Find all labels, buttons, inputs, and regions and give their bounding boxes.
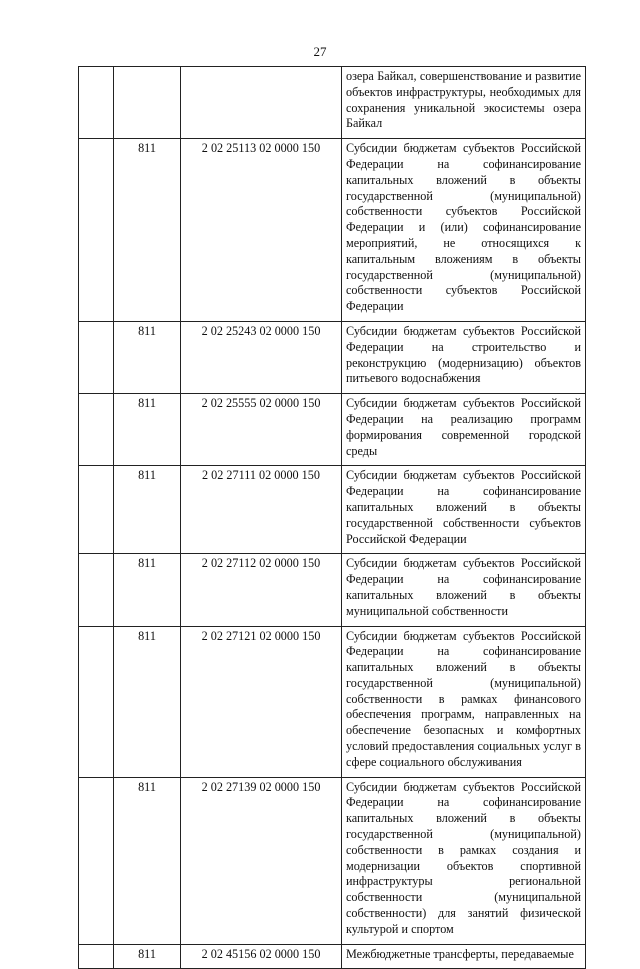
admin-code-cell: 811 [114, 944, 181, 969]
table-row [79, 466, 586, 554]
table-row [79, 139, 586, 322]
description-cell: Межбюджетные трансферты, передаваемые [342, 944, 586, 969]
empty-cell [79, 466, 114, 554]
empty-cell [79, 321, 114, 393]
revenue-code-cell: 2 02 27112 02 0000 150 [181, 554, 342, 626]
description-cell: Субсидии бюджетам субъектов Российской Федерации на софинансирование капитальных вложений в объекты муниципальной собственности [342, 554, 586, 626]
table-row [79, 626, 586, 777]
empty-cell [79, 554, 114, 626]
revenue-code-cell: 2 02 25243 02 0000 150 [181, 321, 342, 393]
budget-codes-table [78, 66, 586, 969]
revenue-code-cell: 2 02 25113 02 0000 150 [181, 139, 342, 322]
empty-cell [79, 67, 114, 139]
admin-code-cell: 811 [114, 139, 181, 322]
description-cell: Субсидии бюджетам субъектов Российской Федерации на софинансирование капитальных вложений в объекты государственной (муниципальной) собственности субъектов Российской Федерации и (или) софинансирование мероприятий, не относящихся к капитальным вложениям в объекты государственной (муниципальной) собственности субъектов Российской Федерации [342, 139, 586, 322]
description-cell: Субсидии бюджетам субъектов Российской Федерации на софинансирование капитальных вложений в объекты государственной (муниципальной) собственности в рамках создания и модернизации объектов спортивной инфраструктуры региональной собственности (муниципальной собственности) для занятий физической культурой и спортом [342, 777, 586, 944]
revenue-code-cell: 2 02 45156 02 0000 150 [181, 944, 342, 969]
admin-code-cell: 811 [114, 777, 181, 944]
revenue-code-cell: 2 02 27121 02 0000 150 [181, 626, 342, 777]
admin-code-cell: 811 [114, 626, 181, 777]
empty-cell [79, 777, 114, 944]
admin-code-cell: 811 [114, 554, 181, 626]
description-cell: Субсидии бюджетам субъектов Российской Федерации на софинансирование капитальных вложений в объекты государственной (муниципальной) собственности в рамках финансового обеспечения программ, направленных на обеспечение безопасных и комфортных условий предоставления социальных услуг в сфере социального обслуживания [342, 626, 586, 777]
admin-code-cell: 811 [114, 321, 181, 393]
description-cell: озера Байкал, совершенствование и развитие объектов инфраструктуры, необходимых для сохранения уникальной экосистемы озера Байкал [342, 67, 586, 139]
empty-cell [79, 139, 114, 322]
revenue-code-cell: 2 02 27111 02 0000 150 [181, 466, 342, 554]
empty-cell [79, 944, 114, 969]
table-row [79, 394, 586, 466]
table-row [79, 554, 586, 626]
revenue-code-cell [181, 67, 342, 139]
revenue-code-cell: 2 02 27139 02 0000 150 [181, 777, 342, 944]
description-cell: Субсидии бюджетам субъектов Российской Федерации на строительство и реконструкцию (модернизацию) объектов питьевого водоснабжения [342, 321, 586, 393]
table-row [79, 944, 586, 969]
description-cell: Субсидии бюджетам субъектов Российской Федерации на софинансирование капитальных вложений в объекты государственной собственности субъектов Российской Федерации [342, 466, 586, 554]
description-cell: Субсидии бюджетам субъектов Российской Федерации на реализацию программ формирования современной городской среды [342, 394, 586, 466]
admin-code-cell: 811 [114, 466, 181, 554]
page-number: 27 [313, 44, 327, 59]
admin-code-cell: 811 [114, 394, 181, 466]
admin-code-cell [114, 67, 181, 139]
table-row [79, 777, 586, 944]
empty-cell [79, 626, 114, 777]
table-row [79, 321, 586, 393]
empty-cell [79, 394, 114, 466]
table-row [79, 67, 586, 139]
revenue-code-cell: 2 02 25555 02 0000 150 [181, 394, 342, 466]
